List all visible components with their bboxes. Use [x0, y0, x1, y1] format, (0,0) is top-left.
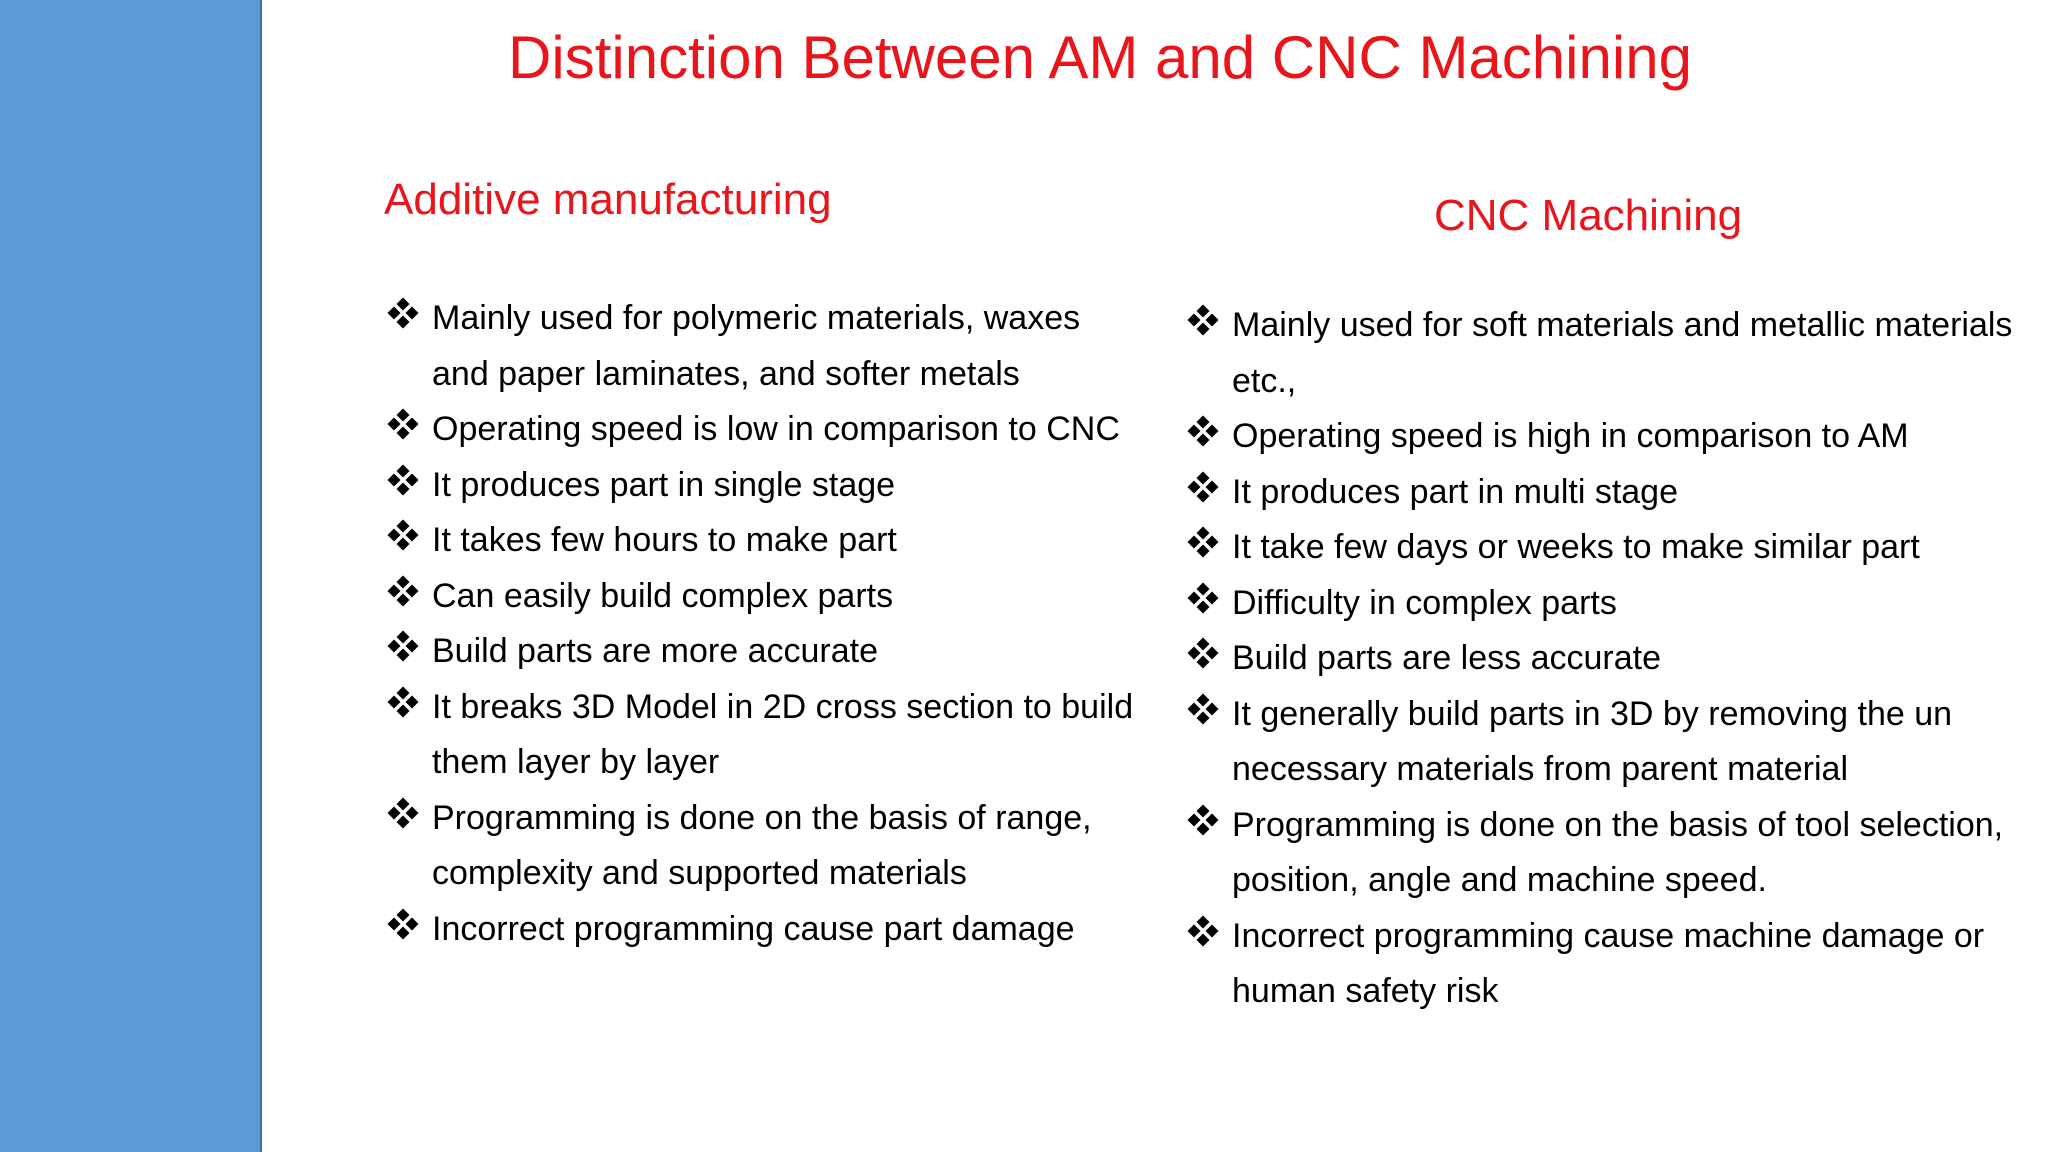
am-bullet-item [382, 902, 1142, 958]
four-diamond-bullet-icon [387, 686, 419, 718]
cnc-bullet-text: Operating speed is high in comparison to AM [1232, 417, 1909, 455]
cnc-bullet-item [1182, 520, 2032, 576]
am-bullet-item [382, 291, 1142, 402]
cnc-bullet-item [1182, 687, 2032, 798]
cnc-bullet-text: It generally build parts in 3D by removing the un necessary materials from parent material [1232, 694, 1953, 788]
four-diamond-bullet-icon [1187, 693, 1219, 725]
cnc-bullet-list [1182, 298, 2032, 1020]
am-bullet-text: Mainly used for polymeric materials, waxes and paper laminates, and softer metals [432, 299, 1081, 393]
cnc-bullet-item [1182, 909, 2032, 1020]
am-bullet-item [382, 402, 1142, 458]
four-diamond-bullet-icon [387, 519, 419, 551]
slide-title: Distinction Between AM and CNC Machining [508, 24, 1692, 91]
am-bullet-text: Programming is done on the basis of range, complexity and supported materials [432, 798, 1092, 892]
cnc-bullet-item [1182, 465, 2032, 521]
am-bullet-text: Build parts are more accurate [432, 632, 878, 670]
am-bullet-item [382, 791, 1142, 902]
cnc-bullet-text: Incorrect programming cause machine damage or human safety risk [1232, 916, 1985, 1010]
four-diamond-bullet-icon [1187, 582, 1219, 614]
cnc-bullet-item [1182, 631, 2032, 687]
am-bullet-item [382, 458, 1142, 514]
four-diamond-bullet-icon [387, 408, 419, 440]
four-diamond-bullet-icon [1187, 415, 1219, 447]
am-bullet-item [382, 624, 1142, 680]
cnc-bullet-item [1182, 576, 2032, 632]
four-diamond-bullet-icon [1187, 526, 1219, 558]
four-diamond-bullet-icon [387, 297, 419, 329]
am-bullet-text: It produces part in single stage [432, 465, 896, 504]
cnc-bullet-text: Build parts are less accurate [1232, 639, 1661, 677]
four-diamond-bullet-icon [387, 575, 419, 607]
cnc-bullet-item [1182, 798, 2032, 909]
am-bullet-text: Incorrect programming cause part damage [432, 909, 1075, 948]
four-diamond-bullet-icon [387, 797, 419, 829]
four-diamond-bullet-icon [1187, 804, 1219, 836]
cnc-bullet-text: It take few days or weeks to make similar part [1232, 528, 1920, 566]
am-bullet-text: It breaks 3D Model in 2D cross section to build them layer by layer [432, 687, 1134, 781]
left-sidebar-band [0, 0, 262, 1152]
am-bullet-text: Operating speed is low in comparison to CNC [432, 410, 1120, 448]
cnc-bullet-text: It produces part in multi stage [1232, 472, 1679, 511]
cnc-column-heading: CNC Machining [1434, 191, 1743, 240]
four-diamond-bullet-icon [1187, 915, 1219, 947]
am-bullet-list [382, 291, 1142, 957]
four-diamond-bullet-icon [1187, 304, 1219, 336]
am-bullet-text: It takes few hours to make part [432, 521, 897, 559]
am-bullet-text: Can easily build complex parts [432, 576, 894, 615]
cnc-bullet-text: Programming is done on the basis of tool selection, position, angle and machine speed. [1232, 805, 2004, 899]
cnc-bullet-text: Mainly used for soft materials and metallic materials etc., [1232, 306, 2013, 400]
am-bullet-item [382, 569, 1142, 625]
four-diamond-bullet-icon [1187, 637, 1219, 669]
four-diamond-bullet-icon [387, 464, 419, 496]
cnc-bullet-item [1182, 298, 2032, 409]
am-bullet-item [382, 513, 1142, 569]
four-diamond-bullet-icon [387, 630, 419, 662]
cnc-bullet-item [1182, 409, 2032, 465]
am-column-heading: Additive manufacturing [384, 175, 832, 224]
am-bullet-item [382, 680, 1142, 791]
four-diamond-bullet-icon [1187, 471, 1219, 503]
four-diamond-bullet-icon [387, 908, 419, 940]
cnc-bullet-text: Difficulty in complex parts [1232, 583, 1617, 622]
